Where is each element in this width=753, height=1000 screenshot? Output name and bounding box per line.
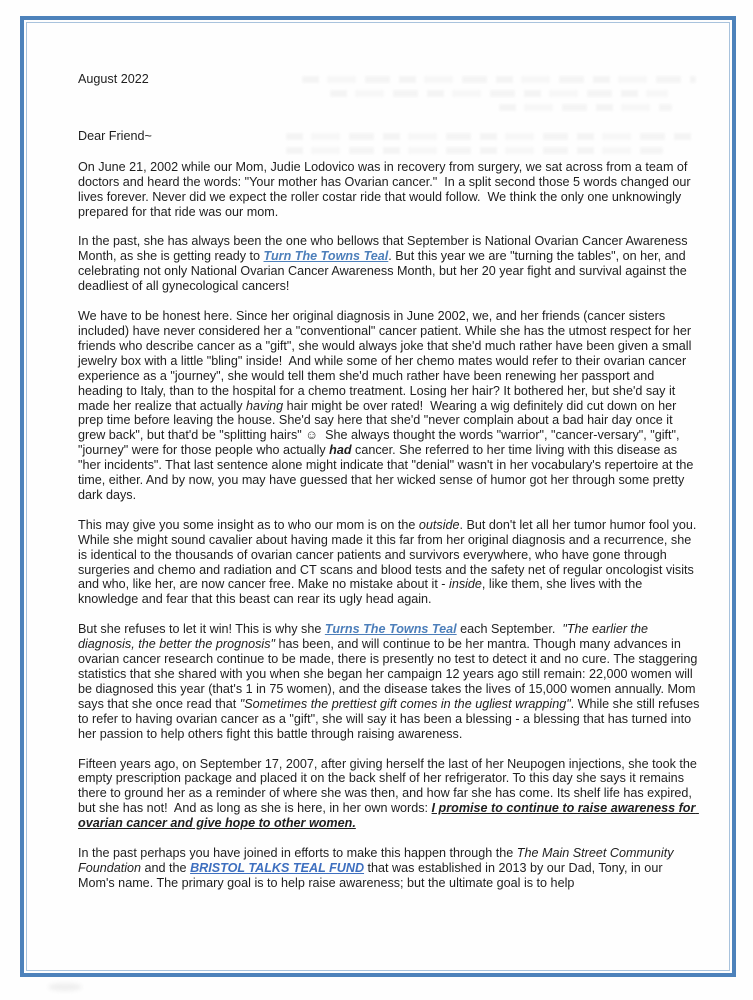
text-segment: . But don't let all her tumor humor fool you. While she might sound cavalier about having made it this far from her original diagnosis and a recurrence, she is identical to the thousands of ovarian cancer patients and survivors everywhere, who have gone through surgeries and chemo and radiation and CT scans and blood tests and the safety net of regular oncologist visits and who, like her, are now cancer free. Make no mistake about it - [78, 517, 700, 592]
turn-the-towns-teal-link[interactable]: Turn The Towns Teal [263, 249, 389, 264]
emphasis-outside: outside [418, 517, 460, 532]
main-street-foundation-name: The Main Street Community Foundation [78, 846, 678, 875]
paragraph-2 [78, 234, 702, 294]
mantra-quote: "The earlier the diagnosis, the better the prognosis" [78, 622, 652, 652]
text-segment: In the past, she has always been the one who bellows that September is National Ovarian Cancer Awareness Month, as she is getting ready to [78, 234, 692, 264]
paragraph-6 [78, 757, 702, 832]
scan-smudge [48, 983, 82, 991]
turns-the-towns-teal-link[interactable]: Turns The Towns Teal [324, 622, 457, 637]
letter-date: August 2022 [78, 72, 149, 86]
text-segment: . But this year we are "turning the tables", on her, and celebrating not only National Ovarian Cancer Awareness Month, but her 20 year fight and survival against the deadliest of all gynecological cancers! [78, 249, 691, 294]
paragraph-1 [78, 160, 702, 220]
paragraph-3 [78, 309, 702, 503]
bristol-talks-teal-fund-link[interactable]: BRISTOL TALKS TEAL FUND [190, 860, 365, 875]
paragraph-5 [78, 622, 702, 741]
emphasis-inside: inside [449, 577, 482, 592]
text-segment: But she refuses to let it win! This is why she [78, 622, 325, 637]
text-segment: each September. [456, 622, 563, 637]
emphasis-had: had [329, 443, 352, 458]
text-segment: hair might be over rated! Wearing a wig definitely did cut down on her prep time before leaving the house. She'd say here that she'd "never complain about a bad hair day once it grew back", but that'd be "splitting hairs" ☺ She always thought the words "warrior", "cancer-versary", "gift", "journey" were for those people who actually [78, 398, 683, 458]
text-segment: that was established in 2013 by our Dad, Tony, in our Mom's name. The primary goal is to help raise awareness; but the ultimate goal is to help [78, 860, 667, 890]
text-segment: . While she still refuses to refer to having ovarian cancer as a "gift", she will say it has been a blessing - a blessing that has turned into her passion to help others fight this battle through raising awareness. [78, 696, 703, 741]
gift-quote: "Sometimes the prettiest gift comes in the ugliest wrapping" [239, 696, 571, 711]
promise-statement: I promise to continue to raise awareness for ovarian cancer and give hope to other women. [78, 801, 699, 831]
text-segment: has been, and will continue to be her mantra. Though many advances in ovarian cancer research continue to be made, there is presently no test to detect it and no cure. The staggering statistics that she shared with you when she began her campaign 12 years ago still remain: 22,000 women will be diagnosed this year (that's 1 in 75 women), and the disease takes the lives of 15,000 women annually. Mom says that she once read that [78, 637, 701, 711]
text-segment: This may give you some insight as to who our mom is on the [78, 517, 419, 532]
text-segment: and the [141, 860, 191, 875]
letter-body [78, 72, 702, 906]
paragraph-7 [78, 846, 702, 891]
text-segment: We have to be honest here. Since her original diagnosis in June 2002, we, and her friends (cancer sisters included) have never considered her a "conventional" cancer patient. While she has the utmost respect for her friends who describe cancer as a "gift", she would always joke that she'd much rather have been given a small jewelry box with a little "bling" inside! And while some of her chemo mates would refer to their ovarian cancer experience as a "journey", she would tell them she'd much rather have been renewing her passport and heading to Italy, than to the hospital for a chemo treatment. Losing her hair? It bothered her, but she'd say it made her realize that actually [78, 309, 695, 413]
text-segment: Fifteen years ago, on September 17, 2007, after giving herself the last of her Neupogen injections, she took the empty prescription package and placed it on the back shelf of her refrigerator. To this day she says it remains there to ground her as a reminder of where she was then, and how far she has come. Its shelf life has expired, but she has not! And as long as she is here, in her own words: [78, 756, 701, 816]
paragraph-4 [78, 518, 702, 607]
text-segment: cancer. She referred to her time living with this disease as "her incidents". That last sentence alone might indicate that "denial" wasn't in her vocabulary's repertoire at the time, either. And by now, you may have guessed that her wicked sense of humor got her through some pretty dark days. [78, 443, 697, 502]
text-segment: , like them, she lives with the knowledge and fear that this beast can rear its ugly head again. [78, 577, 646, 607]
emphasis-having: having [246, 398, 284, 413]
text-segment: In the past perhaps you have joined in efforts to make this happen through the [78, 846, 517, 861]
salutation: Dear Friend~ [78, 128, 152, 143]
text-segment: On June 21, 2002 while our Mom, Judie Lodovico was in recovery from surgery, we sat across from a team of doctors and heard the words: "Your mother has Ovarian cancer." In a split second those 5 words changed our lives forever. Never did we expect the roller costar ride that would follow. We think the only one unknowingly prepared for that ride was our mom. [78, 159, 695, 219]
